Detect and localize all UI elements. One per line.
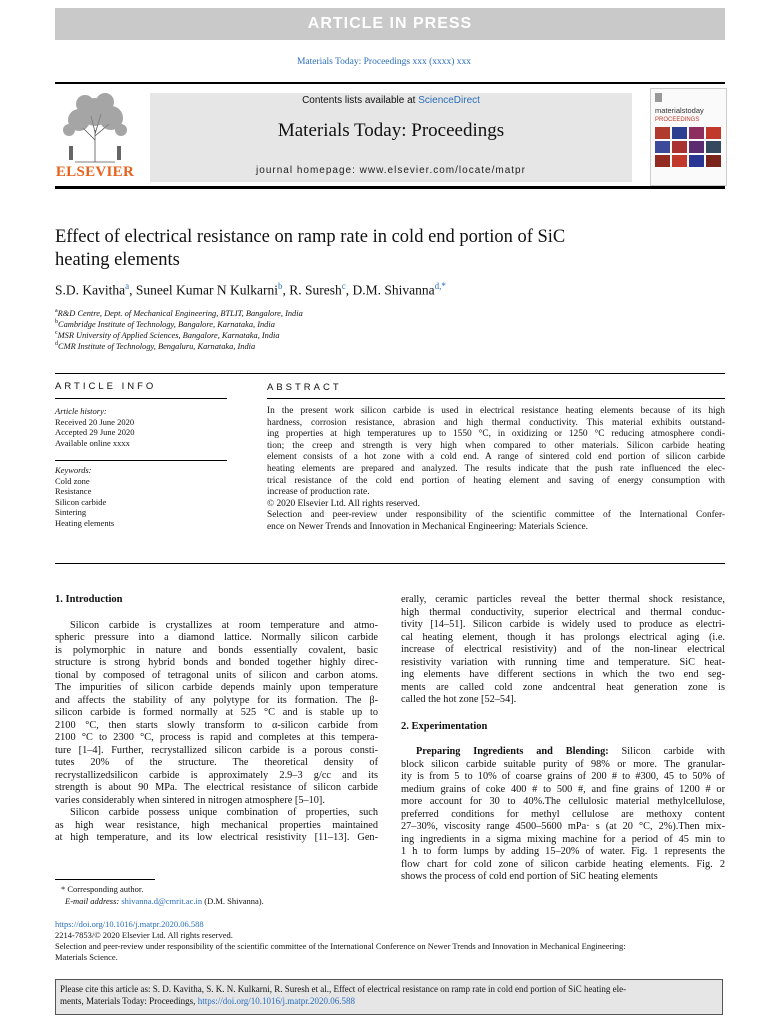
author-name: S.D. Kavitha: [55, 282, 126, 298]
abstract-line: Selection and peer-review under responsibility of the scientific committee of the International Confer-: [267, 510, 725, 521]
intro-line: The impurities of silicon carbide depends mainly upon temperature: [55, 682, 378, 693]
article-history: [55, 406, 135, 448]
email-owner: (D.M. Shivanna).: [204, 896, 264, 906]
author-affiliation-link[interactable]: b: [277, 281, 283, 291]
body-line: ing ingredients in a sigma mixing machine for a period of 45 min to: [401, 833, 725, 845]
affiliation-text: R&D Centre, Dept. of Mechanical Engineering, BTLIT, Bangalore, India: [57, 308, 303, 318]
affiliation-marker: b: [55, 319, 58, 325]
affiliation-text: MSR University of Applied Sciences, Bangalore, Karnataka, India: [57, 330, 280, 340]
intro-line: varies considerably when sintered in nitrogen atmosphere [5–10].: [55, 794, 325, 806]
keywords-block: [55, 465, 114, 529]
keywords-rule: [55, 460, 227, 461]
affiliation-marker: d: [55, 341, 58, 347]
intro-line: 2100 °C to 2300 °C, process is rapid and completes at this tempera-: [55, 732, 378, 743]
affiliation-text: CMR Institute of Technology, Bengaluru, Karnataka, India: [58, 341, 256, 351]
introduction-heading: 1. Introduction: [55, 594, 123, 605]
abstract-line: element consists of a hot zone with a cold end. A range of sintered cold end portion of silicon carbide: [267, 452, 725, 463]
intro-line: Silicon carbide is crystallizes at room temperature and atmo-: [70, 619, 378, 631]
citation-line: Please cite this article as: S. D. Kavitha, S. K. N. Kulkarni, R. Suresh et al., Effect of electrical resistance on ramp rate in cold end portion of SiC heating ele-: [60, 984, 627, 994]
citation-line: [60, 995, 722, 1007]
accepted-date: Accepted 29 June 2020: [55, 427, 135, 438]
doi-link[interactable]: https://doi.org/10.1016/j.matpr.2020.06.588: [55, 919, 204, 929]
body-line-text: Silicon carbide with: [608, 746, 725, 757]
abstract-line: trical resistance of the cold end portion of heating element and saving of energy consumption with: [267, 475, 725, 486]
online-date: Available online xxxx: [55, 437, 130, 448]
abstract-line: increase of production rate.: [267, 487, 370, 498]
keyword: Resistance: [55, 486, 92, 497]
journal-cover-thumbnail[interactable]: [650, 88, 727, 186]
author-affiliation-link[interactable]: a: [125, 281, 130, 291]
body-line: high thermal conductivity, superior electrical and thermal conduc-: [401, 606, 725, 618]
cover-title-text: materialstoday: [655, 106, 704, 115]
body-line: preferred conditions for methyl cellulose are methoxy content: [401, 808, 725, 820]
body-line: called the hot zone [52–54].: [401, 694, 517, 705]
abstract-line: hardness, corrosion resistance, abrasion and high thermal conductivity. This material exhibits outstand-: [267, 417, 725, 428]
footnote-rule: [55, 879, 155, 880]
email-link[interactable]: shivanna.d@cmrit.ac.in: [121, 896, 203, 906]
paragraph-lead: Preparing Ingredients and Blending:: [416, 746, 609, 757]
intro-line: as high wear resistance, high mechanical properties maintained: [55, 819, 378, 831]
journal-title: Materials Today: Proceedings: [277, 120, 505, 141]
intro-line: structure is strong hybrid bonds and bonded together highly direc-: [55, 657, 378, 668]
citation-prefix: ments, Materials Today: Proceedings,: [60, 996, 198, 1006]
affiliation-marker: a: [55, 308, 58, 314]
intro-line: is polymorphic in nature and bonds essentially covalent, basic: [55, 644, 378, 656]
title-line-2: heating elements: [55, 250, 180, 270]
abstract-line: In the present work silicon carbide is used in electrical resistance heating elements because of its high: [267, 406, 725, 416]
abstract-bottom-rule: [55, 563, 725, 564]
affiliation: [55, 339, 255, 352]
citation-doi-link[interactable]: https://doi.org/10.1016/j.matpr.2020.06.588: [197, 996, 356, 1006]
bottom-info: [55, 919, 626, 963]
intro-line: ture [1–4]. Further, recrystallized silicon carbide is a porous consti-: [55, 744, 378, 756]
body-line: resistivity variation with running time and temperature. SiC heat-: [401, 656, 725, 668]
body-line: block silicon carbide suitable purity of 98% or more. The granular-: [401, 758, 725, 770]
body-line: flow chart for cold zone of silicon carbide heating elements. Fig. 2: [401, 858, 725, 870]
selection-line: Materials Science.: [55, 952, 118, 962]
body-line: ity is from 5 to 10% of coarse grains of 200 # to #300, 45 to 50% of: [401, 771, 725, 782]
article-in-press-banner: ARTICLE IN PRESS: [55, 8, 725, 40]
intro-line: recrystallizedsilicon carbide is approximately 2.9–3 g/cc and its: [55, 769, 378, 781]
keywords-label: Keywords:: [55, 465, 92, 475]
body-line: more account for 30 to 40%.The cellulosic material methylcellulose,: [401, 796, 725, 807]
issn-line: 2214-7853/© 2020 Elsevier Ltd. All rights reserved.: [55, 930, 233, 940]
article-info-heading: ARTICLE INFO: [55, 381, 157, 392]
title-line-1: Effect of electrical resistance on ramp rate in cold end portion of SiC: [55, 227, 566, 247]
abstract-line: ing properties at high temperatures up to 1550 °C, in oxidizing or 1250 °C reducing atmosphere condi-: [267, 429, 725, 440]
abstract-heading: ABSTRACT: [267, 382, 342, 393]
intro-line: tutes 20% of the structure. The theoretical density of: [55, 757, 378, 768]
body-line: cal heating element, though it has prolongs electrical aging (i.e.: [401, 631, 725, 643]
cover-subtitle-text: PROCEEDINGS: [655, 117, 700, 123]
article-title: [55, 226, 675, 272]
intro-line: Silicon carbide possess unique combination of properties, such: [70, 807, 378, 818]
elsevier-tree-icon: [55, 90, 135, 164]
sciencedirect-link[interactable]: ScienceDirect: [418, 95, 480, 106]
email-footnote: [55, 896, 264, 907]
header-top-rule: [55, 82, 725, 84]
received-date: Received 20 June 2020: [55, 416, 135, 427]
body-line: shows the process of cold end portion of SiC heating elements: [401, 871, 658, 882]
abstract-line: tion; the creep and strength is very high when compared to other materials. Silicon carbide heating: [267, 440, 725, 451]
contents-prefix: Contents lists available at: [302, 95, 419, 106]
affiliation-marker: c: [55, 330, 58, 336]
abstract-rule: [267, 398, 725, 399]
abstract-line: heating elements are prepared and analyzed. The results indicate that the push rate influenced the elec-: [267, 463, 725, 474]
body-line: 1 h to form lumps by adding 15–20% of water. Fig. 1 represents the: [401, 846, 725, 857]
keyword: Silicon carbide: [55, 496, 107, 507]
copyright-line: © 2020 Elsevier Ltd. All rights reserved.: [267, 498, 420, 509]
author-affiliation-link[interactable]: d,*: [434, 281, 446, 291]
body-line: [401, 746, 725, 759]
selection-line: Selection and peer-review under responsibility of the scientific committee of the International Conference on Newer Trends and Innovation in Mechanical Engineering:: [55, 941, 626, 951]
journal-homepage[interactable]: journal homepage: www.elsevier.com/locate/matpr: [256, 165, 526, 176]
author-name: Suneel Kumar N Kulkarni: [135, 282, 278, 298]
experimentation-heading: 2. Experimentation: [401, 720, 488, 732]
intro-line: silicon carbide is formed normally at 525 °C and is stable up to: [55, 707, 378, 718]
abstract-body: [267, 406, 725, 534]
intro-line: at high temperature, and its low electrical resistivity [11–13]. Gen-: [55, 832, 378, 843]
affiliation-text: Cambridge Institute of Technology, Bangalore, Karnataka, India: [58, 319, 275, 329]
journal-reference[interactable]: Materials Today: Proceedings xxx (xxxx) xxx: [296, 57, 472, 67]
keyword: Heating elements: [55, 517, 115, 528]
intro-line: 2100 °C, then starts slowly transform to α-silicon carbide from: [55, 719, 378, 731]
intro-line: tional by composed of tetragonal units of silicon and carbon atoms.: [55, 669, 378, 681]
email-label: E-mail address:: [65, 896, 120, 906]
body-line: ments are called cold zone andcentral heat generation zone is: [401, 681, 725, 693]
abstract-line: ence on Newer Trends and Innovation in Mechanical Engineering: Materials Science.: [267, 521, 588, 532]
right-column: [401, 594, 725, 884]
header-bottom-rule: [55, 186, 725, 189]
keyword: Cold zone: [55, 475, 90, 486]
citation-box: [55, 979, 723, 1015]
body-line: erally, ceramic particles reveal the better thermal shock resistance,: [401, 594, 725, 605]
info-top-rule: [55, 373, 725, 374]
body-line: medium grains of coke 400 # to 500 #, and fine grains of 1200 # or: [401, 783, 725, 795]
journal-cover-image: [651, 89, 726, 185]
intro-line: spheric pressure into a diamond lattice. Normally silicon carbide: [55, 632, 378, 643]
elsevier-wordmark: ELSEVIER: [55, 164, 135, 180]
author-name: D.M. Shivanna: [352, 282, 435, 298]
body-line: tivity [14–51]. Silicon carbide is widely used to produce as electri-: [401, 619, 725, 630]
intro-line: strength is about 90 MPa. The electrical resistance of silicon carbide: [55, 782, 378, 793]
corresponding-author-note: * Corresponding author.: [61, 884, 144, 894]
author-affiliation-link[interactable]: c: [341, 281, 346, 291]
body-line: increase of electrical resistivity) and of the non-linear electrical: [401, 644, 725, 655]
keyword: Sintering: [55, 507, 87, 518]
history-label: Article history:: [55, 406, 107, 416]
intro-line: and affects the stability of any polytype for its formation. The β-: [55, 694, 378, 706]
contents-line: [150, 95, 632, 106]
body-line: 27–30%, viscosity range 4500–5600 mPa· s (at 20 °C, 2%).Then mix-: [401, 821, 725, 832]
left-column: [55, 594, 378, 845]
author-list: S.D. Kavitha$^a$, Suneel Kumar N Kulkarni$^b$, R. Suresh$^c$, D.M. Shivanna$^{d,*}$: [55, 281, 446, 298]
body-line: ing elements have different sections in which the two end seg-: [401, 669, 725, 680]
author-name: R. Suresh: [289, 282, 342, 298]
info-rule: [55, 398, 227, 399]
